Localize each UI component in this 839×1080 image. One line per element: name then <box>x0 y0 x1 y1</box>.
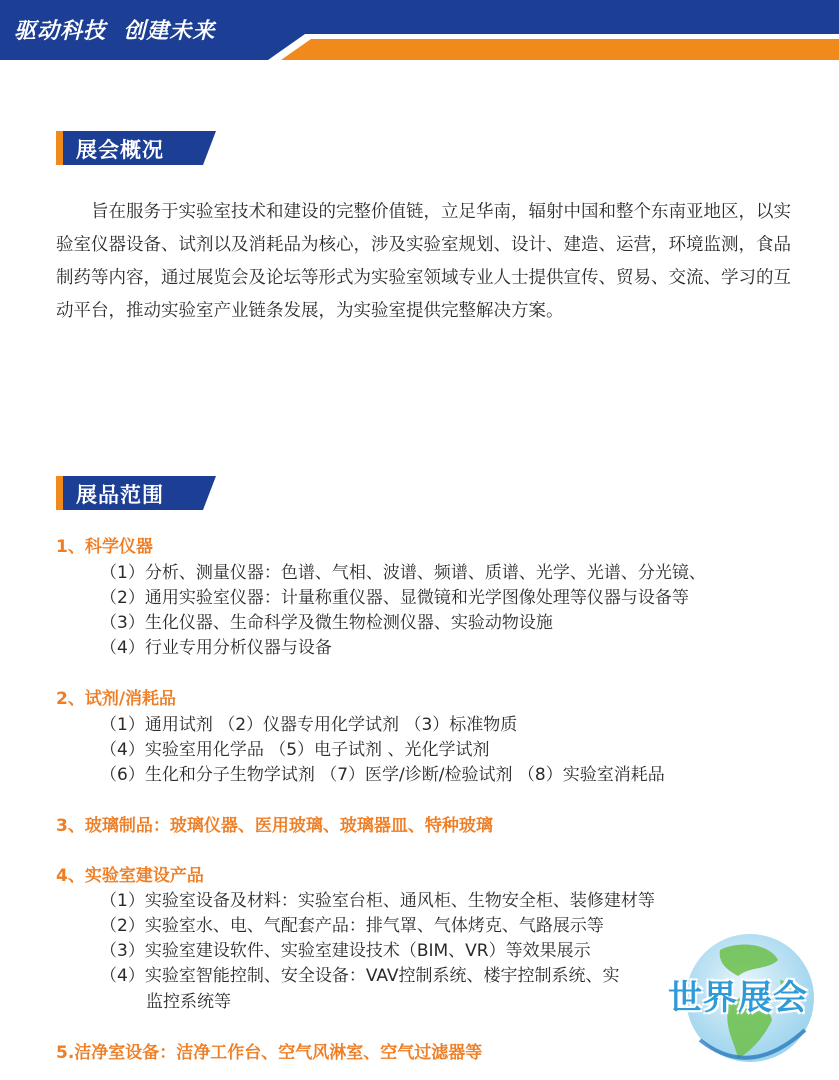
list-item: （1）通用试剂 （2）仪器专用化学试剂 （3）标准物质 <box>100 715 518 735</box>
watermark-text: 世界展会 <box>668 978 808 1018</box>
list-item: （1）实验室设备及材料：实验室台柜、通风柜、生物安全柜、装修建材等 <box>100 891 655 911</box>
list-item: （3）实验室建设软件、实验室建设技术（BIM、VR）等效果展示 <box>100 941 591 961</box>
list-item: （4）实验室用化学品 （5）电子试剂 、光化学试剂 <box>100 740 490 760</box>
list-item: （2）实验室水、电、气配套产品：排气罩、气体烤克、气路展示等 <box>100 916 604 936</box>
list-item-continuation: 监控系统等 <box>146 992 231 1012</box>
category-title: 1、科学仪器 <box>56 537 153 557</box>
list-item: （4）实验室智能控制、安全设备：VAV控制系统、楼宇控制系统、实 <box>100 966 620 986</box>
list-item: （6）生化和分子生物学试剂 （7）医学/诊断/检验试剂 （8）实验室消耗品 <box>100 765 665 785</box>
category-title: 4、实验室建设产品 <box>56 866 204 886</box>
list-item: （4）行业专用分析仪器与设备 <box>100 638 332 658</box>
overview-paragraph: 旨在服务于实验室技术和建设的完整价值链，立足华南，辐射中国和整个东南亚地区，以实验室仪器设备、试剂以及消耗品为核心，涉及实验室规划、设计、建造、运营，环境监测，食品制药等内容，通过展览会及论坛等形式为实验室领域专业人士提供宣传、贸易、交流、学习的互动平台，推动实验室产业链条发展，为实验室提供完整解决方案。 <box>56 202 791 321</box>
category-title: 5.洁净室设备：洁净工作台、空气风淋室、空气过滤器等 <box>56 1043 483 1063</box>
list-item: （1）分析、测量仪器：色谱、气相、波谱、频谱、质谱、光学、光谱、分光镜、 <box>100 563 706 583</box>
overview-title: 展会概况 <box>76 138 164 162</box>
list-item: （2）通用实验室仪器：计量称重仪器、显微镜和光学图像处理等仪器与设备等 <box>100 588 689 608</box>
category-title: 2、试剂/消耗品 <box>56 689 177 709</box>
category-title: 3、玻璃制品：玻璃仪器、医用玻璃、玻璃器皿、特种玻璃 <box>56 816 493 836</box>
slogan: 驱动科技 创建未来 <box>14 19 216 44</box>
header-banner <box>0 0 839 60</box>
scope-title: 展品范围 <box>76 483 164 507</box>
list-item: （3）生化仪器、生命科学及微生物检测仪器、实验动物设施 <box>100 613 553 633</box>
